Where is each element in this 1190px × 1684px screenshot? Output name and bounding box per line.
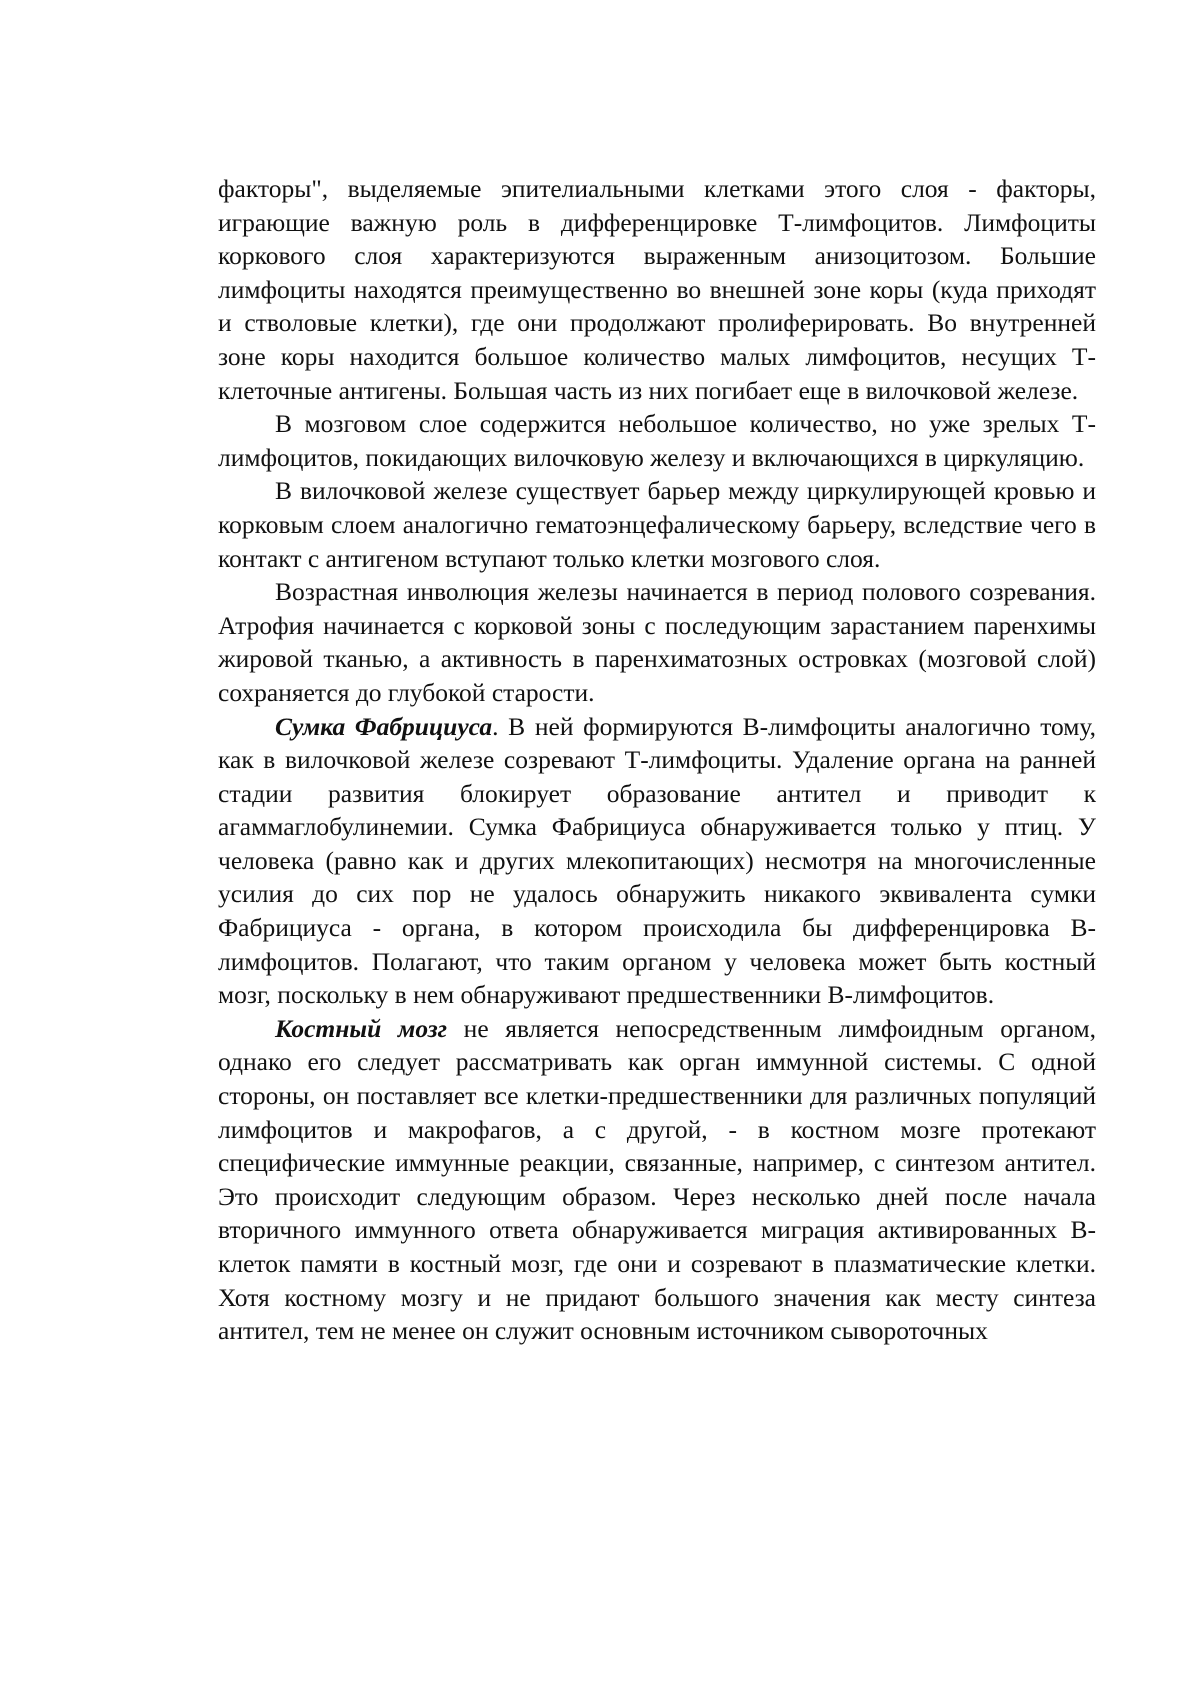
paragraph-text: Возрастная инволюция железы начинается в период полового созревания. Атрофия начинается с корковой зоны с последующим зарастанием паренхимы жировой тканью, а активность в паренхиматозных островках (мозговой слой) сохраняется до глубокой старости. xyxy=(218,577,1096,707)
paragraph-bone-marrow xyxy=(218,1012,1096,1348)
paragraph-thymus-involution xyxy=(218,575,1096,709)
term-bursa-fabricius: Сумка Фабрициуса xyxy=(275,711,493,741)
paragraph-text: не является непосредственным лимфоидным органом, однако его следует рассматривать как орган иммунной системы. С одной стороны, он поставляет все клетки-предшественники для различных популяций лимфоцитов и макрофагов, а с другой, - в костном мозге протекают специфические иммунные реакции, связанные, например, с синтезом антител. Это происходит следующим образом. Через несколько дней после начала вторичного иммунного ответа обнаруживается миграция активированных В-клеток памяти в костный мозг, где они и созревают в плазматические клетки. Хотя костному мозгу и не придают большого значения как месту синтеза антител, тем не менее он служит основным источником сывороточных xyxy=(218,1013,1096,1346)
body-text xyxy=(218,172,1096,1348)
paragraph-text: факторы", выделяемые эпителиальными клетками этого слоя - факторы, играющие важную роль в дифференцировке Т-лимфоцитов. Лимфоциты коркового слоя характеризуются выраженным анизоцитозом. Большие лимфоциты находятся преимущественно во внешней зоне коры (куда приходят и стволовые клетки), где они продолжают пролиферировать. Во внутренней зоне коры находится большое количество малых лимфоцитов, несущих Т-клеточные антигены. Большая часть из них погибает еще в вилочковой железе. xyxy=(218,174,1096,405)
paragraph-text: В мозговом слое содержится небольшое количество, но уже зрелых Т-лимфоцитов, покидающих вилочковую железу и включающихся в циркуляцию. xyxy=(218,409,1096,472)
paragraph-thymus-barrier xyxy=(218,474,1096,575)
paragraph-text: В вилочковой железе существует барьер между циркулирующей кровью и корковым слоем аналогично гематоэнцефалическому барьеру, вследствие чего в контакт с антигеном вступают только клетки мозгового слоя. xyxy=(218,476,1096,573)
paragraph-thymus-medulla xyxy=(218,407,1096,474)
term-bone-marrow: Костный мозг xyxy=(275,1013,448,1043)
paragraph-bursa-fabricius xyxy=(218,710,1096,1012)
paragraph-text: . В ней формируются В-лимфоциты аналогично тому, как в вилочковой железе созревают Т-лимфоциты. Удаление органа на ранней стадии развития блокирует образование антител и приводит к агаммаглобулинемии. Сумка Фабрициуса обнаруживается только у птиц. У человека (равно как и других млекопитающих) несмотря на многочисленные усилия до сих пор не удалось обнаружить никакого эквивалента сумки Фабрициуса - органа, в котором происходила бы дифференцировка В-лимфоцитов. Полагают, что таким органом у человека может быть костный мозг, поскольку в нем обнаруживают предшественники В-лимфоцитов. xyxy=(218,711,1096,1010)
paragraph-thymus-cortex xyxy=(218,172,1096,407)
